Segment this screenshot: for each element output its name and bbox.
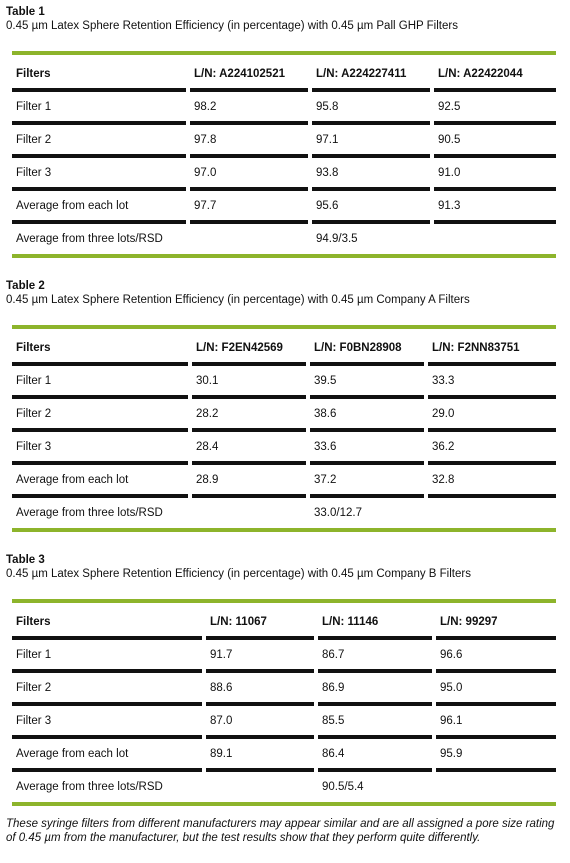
column-header: L/N: 11146 — [322, 616, 379, 628]
row-label: Filter 3 — [16, 715, 52, 727]
row-separator — [434, 121, 556, 125]
row-separator — [310, 494, 424, 498]
column-header: L/N: 11067 — [210, 616, 267, 628]
cell-value: 29.0 — [432, 408, 455, 420]
cell-value: 97.8 — [194, 134, 217, 146]
cell-value: 30.1 — [196, 375, 219, 387]
row-separator — [434, 187, 556, 191]
cell-value: 36.2 — [432, 441, 455, 453]
table-label: Table 2 — [6, 280, 45, 292]
cell-value: 96.1 — [440, 715, 463, 727]
cell-value: 33.6 — [314, 441, 337, 453]
summary-value: 33.0/12.7 — [314, 507, 362, 519]
column-header: Filters — [16, 616, 51, 628]
table-row — [12, 466, 556, 492]
cell-value: 28.9 — [196, 474, 219, 486]
row-separator — [310, 461, 424, 465]
summary-label: Average from three lots/RSD — [16, 233, 163, 245]
row-separator — [192, 494, 306, 498]
row-separator — [12, 121, 186, 125]
cell-value: 86.9 — [322, 682, 345, 694]
row-label: Filter 2 — [16, 682, 52, 694]
table-3 — [0, 548, 570, 818]
table-row — [12, 159, 556, 185]
table-caption — [6, 5, 458, 33]
table-bottom-rule — [12, 528, 556, 532]
column-header: L/N: A224227411 — [316, 68, 407, 80]
row-separator — [318, 636, 432, 640]
row-separator — [312, 187, 430, 191]
row-label: Average from each lot — [16, 200, 129, 212]
row-separator — [318, 669, 432, 673]
row-separator — [312, 154, 430, 158]
row-label: Filter 1 — [16, 649, 52, 661]
table-title: 0.45 µm Latex Sphere Retention Efficiency (in percentage) with 0.45 µm Company A Filters — [6, 294, 470, 306]
row-label: Filter 1 — [16, 101, 52, 113]
cell-value: 86.7 — [322, 649, 345, 661]
summary-row — [12, 773, 556, 799]
row-separator — [318, 702, 432, 706]
row-separator — [12, 88, 186, 92]
row-separator — [434, 154, 556, 158]
table-title: 0.45 µm Latex Sphere Retention Efficiency (in percentage) with 0.45 µm Company B Filters — [6, 568, 471, 580]
table-title: 0.45 µm Latex Sphere Retention Efficiency (in percentage) with 0.45 µm Pall GHP Filters — [6, 20, 458, 32]
cell-value: 88.6 — [210, 682, 233, 694]
row-separator — [206, 768, 314, 772]
table-header-row — [12, 60, 556, 86]
column-header: Filters — [16, 342, 51, 354]
row-separator — [12, 154, 186, 158]
cell-value: 85.5 — [322, 715, 345, 727]
row-separator — [12, 362, 188, 366]
row-separator — [312, 121, 430, 125]
table-header-row — [12, 334, 556, 360]
cell-value: 95.8 — [316, 101, 339, 113]
table-row — [12, 433, 556, 459]
row-separator — [206, 636, 314, 640]
cell-value: 32.8 — [432, 474, 455, 486]
table-bottom-rule — [12, 254, 556, 258]
row-separator — [192, 362, 306, 366]
cell-value: 98.2 — [194, 101, 217, 113]
row-separator — [12, 735, 202, 739]
row-separator — [310, 395, 424, 399]
row-separator — [192, 461, 306, 465]
cell-value: 97.7 — [194, 200, 217, 212]
table-top-rule — [12, 325, 556, 329]
row-separator — [190, 187, 308, 191]
row-label: Filter 2 — [16, 134, 52, 146]
column-header: L/N: A224102521 — [194, 68, 285, 80]
table-header-row — [12, 608, 556, 634]
column-header: L/N: F2NN83751 — [432, 342, 520, 354]
summary-label: Average from three lots/RSD — [16, 507, 163, 519]
row-separator — [12, 461, 188, 465]
cell-value: 91.7 — [210, 649, 233, 661]
row-separator — [312, 220, 430, 224]
summary-label: Average from three lots/RSD — [16, 781, 163, 793]
cell-value: 28.2 — [196, 408, 219, 420]
cell-value: 97.0 — [194, 167, 217, 179]
cell-value: 97.1 — [316, 134, 339, 146]
row-label: Average from each lot — [16, 748, 129, 760]
row-separator — [428, 494, 556, 498]
row-separator — [428, 461, 556, 465]
summary-value: 90.5/5.4 — [322, 781, 364, 793]
column-header: L/N: F0BN28908 — [314, 342, 402, 354]
cell-value: 91.3 — [438, 200, 461, 212]
column-header: L/N: A22422044 — [438, 68, 523, 80]
row-separator — [12, 220, 186, 224]
row-separator — [12, 636, 202, 640]
row-separator — [310, 428, 424, 432]
row-separator — [192, 395, 306, 399]
cell-value: 87.0 — [210, 715, 233, 727]
row-separator — [206, 735, 314, 739]
cell-value: 86.4 — [322, 748, 345, 760]
row-separator — [190, 88, 308, 92]
table-bottom-rule — [12, 802, 556, 806]
table-top-rule — [12, 51, 556, 55]
table-row — [12, 93, 556, 119]
summary-row — [12, 225, 556, 251]
row-label: Filter 2 — [16, 408, 52, 420]
cell-value: 39.5 — [314, 375, 337, 387]
cell-value: 95.0 — [440, 682, 463, 694]
table-label: Table 1 — [6, 6, 45, 18]
row-separator — [428, 362, 556, 366]
cell-value: 90.5 — [438, 134, 461, 146]
cell-value: 28.4 — [196, 441, 219, 453]
row-separator — [12, 669, 202, 673]
row-label: Filter 3 — [16, 167, 52, 179]
row-separator — [206, 702, 314, 706]
table-1 — [0, 0, 570, 270]
table-caption — [6, 553, 471, 581]
row-separator — [436, 768, 556, 772]
row-separator — [190, 121, 308, 125]
table-row — [12, 674, 556, 700]
row-separator — [12, 395, 188, 399]
cell-value: 91.0 — [438, 167, 461, 179]
row-separator — [436, 669, 556, 673]
row-separator — [434, 88, 556, 92]
row-separator — [434, 220, 556, 224]
table-2 — [0, 274, 570, 544]
column-header: L/N: 99297 — [440, 616, 498, 628]
cell-value: 96.6 — [440, 649, 463, 661]
summary-value: 94.9/3.5 — [316, 233, 358, 245]
table-row — [12, 192, 556, 218]
row-separator — [428, 428, 556, 432]
row-label: Filter 3 — [16, 441, 52, 453]
footnote: These syringe filters from different manufacturers may appear similar and are all assigned a pore size rating of 0.45 µm from the manufacturer, but the test results show that they perform quite differently. — [6, 818, 555, 844]
row-separator — [12, 702, 202, 706]
table-top-rule — [12, 599, 556, 603]
row-separator — [318, 768, 432, 772]
table-row — [12, 367, 556, 393]
row-separator — [436, 636, 556, 640]
row-separator — [312, 88, 430, 92]
cell-value: 33.3 — [432, 375, 455, 387]
column-header: Filters — [16, 68, 51, 80]
cell-value: 95.9 — [440, 748, 463, 760]
row-separator — [190, 154, 308, 158]
table-row — [12, 126, 556, 152]
cell-value: 95.6 — [316, 200, 339, 212]
column-header: L/N: F2EN42569 — [196, 342, 283, 354]
row-separator — [206, 669, 314, 673]
row-separator — [12, 187, 186, 191]
table-row — [12, 641, 556, 667]
row-separator — [436, 735, 556, 739]
row-separator — [192, 428, 306, 432]
row-separator — [436, 702, 556, 706]
row-separator — [310, 362, 424, 366]
row-label: Average from each lot — [16, 474, 129, 486]
row-separator — [428, 395, 556, 399]
cell-value: 38.6 — [314, 408, 337, 420]
table-label: Table 3 — [6, 554, 45, 566]
cell-value: 93.8 — [316, 167, 339, 179]
cell-value: 92.5 — [438, 101, 461, 113]
row-separator — [12, 428, 188, 432]
cell-value: 37.2 — [314, 474, 337, 486]
table-row — [12, 400, 556, 426]
cell-value: 89.1 — [210, 748, 233, 760]
row-separator — [12, 768, 202, 772]
row-separator — [12, 494, 188, 498]
row-label: Filter 1 — [16, 375, 52, 387]
table-row — [12, 740, 556, 766]
row-separator — [190, 220, 308, 224]
summary-row — [12, 499, 556, 525]
table-row — [12, 707, 556, 733]
row-separator — [318, 735, 432, 739]
table-caption — [6, 279, 470, 307]
